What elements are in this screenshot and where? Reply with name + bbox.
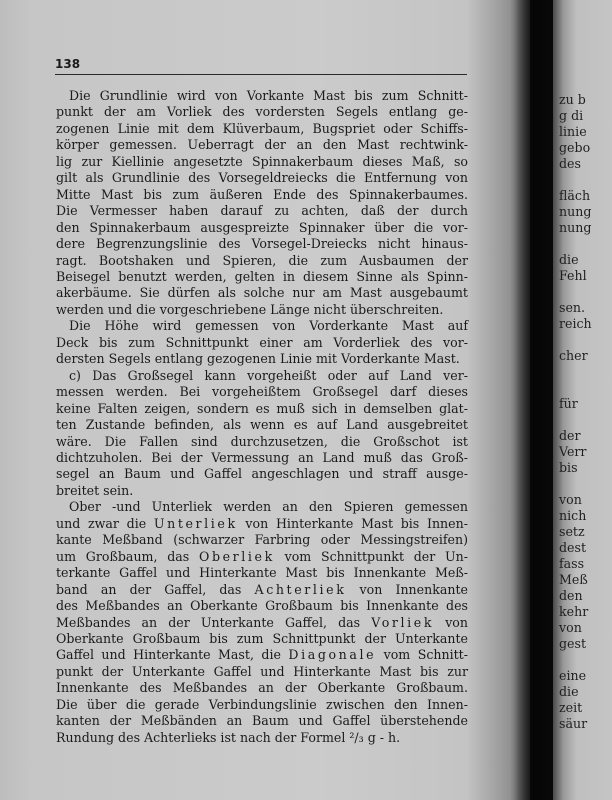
facing-page-fragment: cher xyxy=(559,348,588,363)
text-line: Oberkante Großbaum bis zum Schnittpunkt der Unterkante xyxy=(56,630,468,646)
text-line: Ober -und Unterliek werden an den Spieren gemessen xyxy=(69,499,468,515)
spaced-term: Unterliek xyxy=(153,515,238,531)
facing-page-fragment: fläch xyxy=(559,188,591,203)
text-line: wäre. Die Fallen sind durchzusetzen, die Großschot ist xyxy=(56,433,468,449)
header-rule xyxy=(55,74,467,75)
facing-page-fragment: linie xyxy=(559,124,587,139)
facing-page-fragment: Fehl xyxy=(559,268,587,283)
text-line: Deck bis zum Schnittpunkt einer am Vorderliek des vor- xyxy=(56,334,468,350)
text-line: und zwar die Unterliek von Hinterkante Mast bis Innen- xyxy=(56,515,468,531)
text-line: kanten der Meßbänden an Baum und Gaffel überstehende xyxy=(56,713,468,729)
facing-page-fragment: für xyxy=(559,396,578,411)
text-line: gilt als Grundlinie des Vorsegeldreiecks die Entfernung von xyxy=(56,170,468,186)
text-line: werden und die vorgeschriebene Länge nicht überschreiten. xyxy=(56,301,444,317)
text-line: lig zur Kiellinie angesetzte Spinnakerbaum dieses Maß, so xyxy=(56,153,468,169)
text-line: keine Falten zeigen, sondern es muß sich in demselben glat- xyxy=(56,400,468,416)
text-line: Die Vermesser haben darauf zu achten, daß der durch xyxy=(56,203,468,219)
text-line: Gaffel und Hinterkante Mast, die Diagonale vom Schnitt- xyxy=(56,647,468,663)
spaced-term: Diagonale xyxy=(288,647,377,663)
facing-page-fragment: die xyxy=(559,684,579,699)
text-line: ragt. Bootshaken und Spieren, die zum Ausbaumen der xyxy=(56,252,468,268)
facing-page-fragment: von xyxy=(559,492,582,507)
facing-page-fragment: Verr xyxy=(559,444,587,459)
text-line: des Meßbandes an Oberkante Großbaum bis Innenkante des xyxy=(56,598,468,614)
text-line: zogenen Linie mit dem Klüverbaum, Bugspriet oder Schiffs- xyxy=(56,120,468,136)
facing-page-fragment: zu b xyxy=(559,92,586,107)
facing-page-fragment: nung xyxy=(559,204,592,219)
paragraph xyxy=(56,368,468,500)
text-line: terkante Gaffel und Hinterkante Mast bis Innenkante Meß- xyxy=(56,565,468,581)
body-text xyxy=(56,88,468,746)
text-line: körper gemessen. Ueberragt der an den Mast rechtwink- xyxy=(56,137,468,153)
facing-page-fragment: von xyxy=(559,620,582,635)
text-line: Beisegel benutzt werden, gelten in diesem Sinne als Spinn- xyxy=(56,268,468,284)
facing-page-fragment: fass xyxy=(559,556,585,571)
text-line: breitet sein. xyxy=(56,482,134,498)
facing-page-fragment: die xyxy=(559,252,579,267)
text-line: punkt der Unterkante Gaffel und Hinterkante Mast bis zur xyxy=(56,663,468,679)
text-line: Mitte Mast bis zum äußeren Ende des Spinnakerbaumes. xyxy=(56,186,468,202)
spaced-term: Achterliek xyxy=(254,581,347,597)
text-line: messen werden. Bei vorgeheißtem Großsegel darf dieses xyxy=(56,384,468,400)
text-line: segel an Baum und Gaffel angeschlagen und straff ausge- xyxy=(56,466,468,482)
spaced-term: Oberliek xyxy=(199,548,275,564)
text-line: dere Begrenzungslinie des Vorsegel-Dreiecks nicht hinaus- xyxy=(56,236,468,252)
book-gutter xyxy=(510,0,554,800)
text-line: c) Das Großsegel kann vorgeheißt oder auf Land ver- xyxy=(69,367,468,383)
paragraph xyxy=(56,318,468,367)
facing-page-fragment: nich xyxy=(559,508,587,523)
page-number: 138 xyxy=(55,57,81,71)
text-line: dersten Segels entlang gezogenen Linie mit Vorderkante Mast. xyxy=(56,351,460,367)
text-line: Die Höhe wird gemessen von Vorderkante Mast auf xyxy=(69,318,468,334)
facing-page-fragment: gebo xyxy=(559,140,591,155)
spaced-term: Vorliek xyxy=(371,614,435,630)
facing-page-fragment: eine xyxy=(559,668,587,683)
facing-page-fragment: Meß xyxy=(559,572,588,587)
text-line: ten Zustande befinden, als wenn es auf Land ausgebreitet xyxy=(56,417,468,433)
text-line: band an der Gaffel, das Achterliek von Innenkante xyxy=(56,581,468,597)
facing-page-fragment: sen. xyxy=(559,300,586,315)
facing-page-fragment: säur xyxy=(559,716,588,731)
text-line: Die Grundlinie wird von Vorkante Mast bis zum Schnitt- xyxy=(69,88,468,103)
facing-page-fragment: setz xyxy=(559,524,585,539)
facing-page-fragment: reich xyxy=(559,316,592,331)
facing-page-fragment: des xyxy=(559,156,581,171)
text-line: Innenkante des Meßbandes an der Oberkante Großbaum. xyxy=(56,680,468,696)
facing-page-fragment: zeit xyxy=(559,700,583,715)
facing-page-fragment: der xyxy=(559,428,581,443)
facing-page-fragment: den xyxy=(559,588,583,603)
text-line: punkt der am Vorliek des vordersten Segels entlang ge- xyxy=(56,104,468,120)
facing-page-fragment: bis xyxy=(559,460,578,475)
text-line: um Großbaum, das Oberliek vom Schnittpunkt der Un- xyxy=(56,548,469,564)
text-line: akerbäume. Sie dürfen als solche nur am Mast ausgebaumt xyxy=(56,285,468,301)
text-line: Rundung des Achterlieks ist nach der Formel ²/₃ g - h. xyxy=(56,729,401,745)
paragraph xyxy=(56,499,468,746)
text-line: kante Meßband (schwarzer Farbring oder Messingstreifen) xyxy=(56,532,468,548)
facing-page-fragment: kehr xyxy=(559,604,589,619)
text-line: dichtzuholen. Bei der Vermessung an Land muß das Groß- xyxy=(56,449,468,465)
text-line: Meßbandes an der Unterkante Gaffel, das Vorliek von xyxy=(56,614,468,630)
text-line: den Spinnakerbaum ausgespreizte Spinnaker über die vor- xyxy=(56,219,468,235)
facing-page-fragment: gest xyxy=(559,636,587,651)
paragraph xyxy=(56,88,468,318)
text-line: Die über die gerade Verbindungslinie zwischen den Innen- xyxy=(56,696,468,712)
facing-page-edge xyxy=(553,0,612,800)
facing-page-fragment: nung xyxy=(559,220,592,235)
facing-page-fragment: dest xyxy=(559,540,587,555)
facing-page-fragment: g di xyxy=(559,108,584,123)
